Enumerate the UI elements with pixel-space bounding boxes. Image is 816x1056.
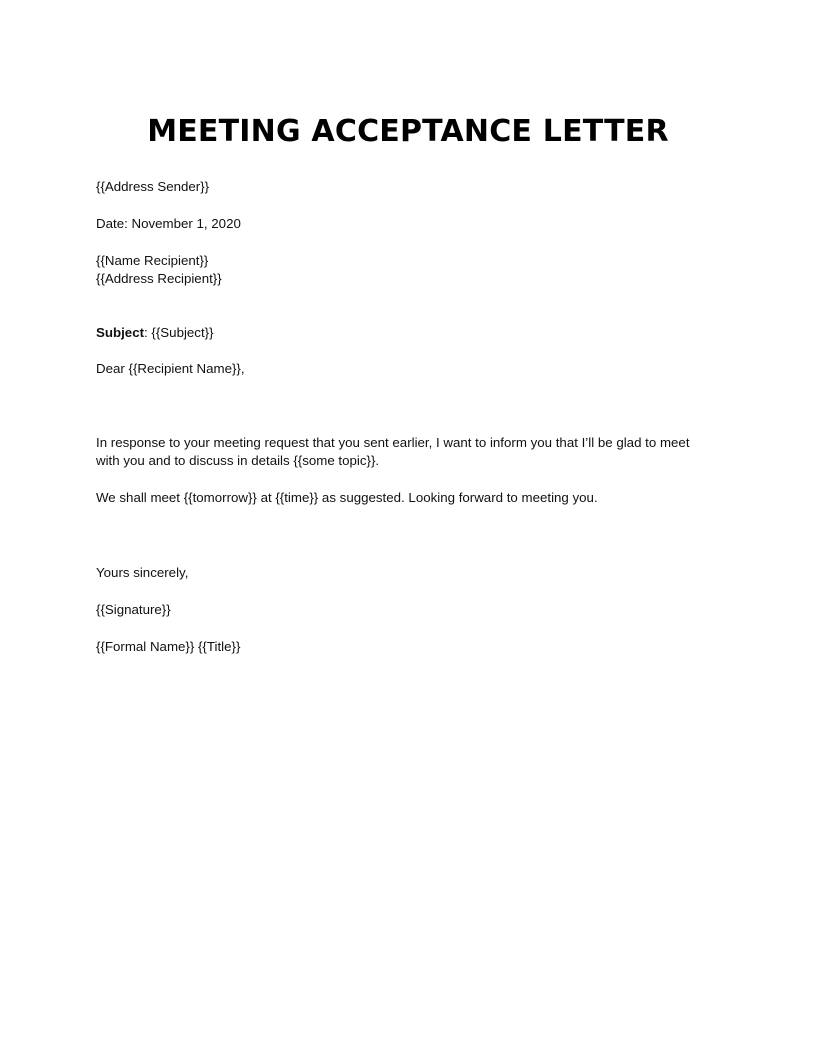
letter-title: MEETING ACCEPTANCE LETTER <box>147 114 669 149</box>
recipient-name: {{Name Recipient}} <box>96 253 209 268</box>
subject-line <box>96 324 214 342</box>
recipient-address: {{Address Recipient}} <box>96 271 222 286</box>
signature: {{Signature}} <box>96 602 171 617</box>
salutation: Dear {{Recipient Name}}, <box>96 361 245 376</box>
signoff-name-title: {{Formal Name}} {{Title}} <box>96 639 241 654</box>
date-line: Date: November 1, 2020 <box>96 216 241 231</box>
subject-label: Subject <box>96 325 145 340</box>
subject-value: : {{Subject}} <box>144 325 214 340</box>
body-paragraph-1-line-1: In response to your meeting request that you sent earlier, I want to inform you that I’ll be glad to meet <box>96 435 690 450</box>
body-paragraph-2: We shall meet {{tomorrow}} at {{time}} as suggested. Looking forward to meeting you. <box>96 490 598 505</box>
sender-address: {{Address Sender}} <box>96 179 210 194</box>
closing: Yours sincerely, <box>96 565 189 580</box>
body-paragraph-1-line-2: with you and to discuss in details {{some topic}}. <box>96 453 380 468</box>
